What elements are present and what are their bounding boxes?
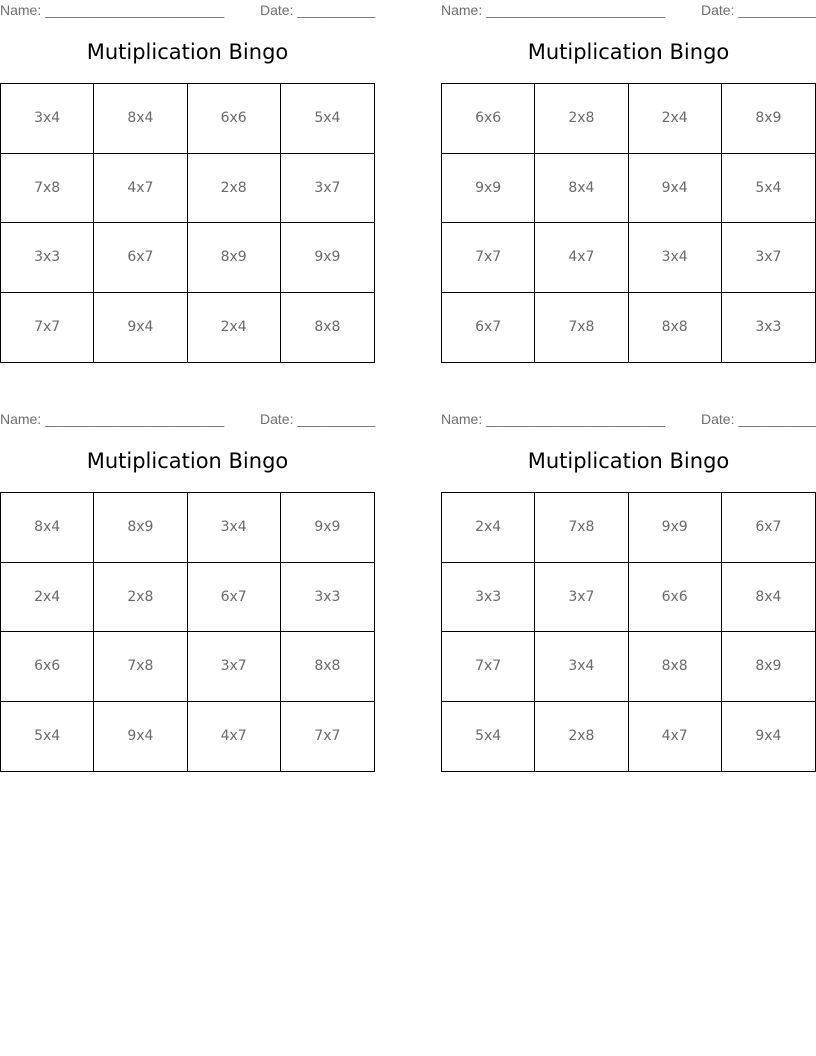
bingo-cell[interactable]: 9x4 <box>94 293 187 363</box>
bingo-cell[interactable]: 6x7 <box>442 293 535 363</box>
bingo-card-3 <box>0 409 376 745</box>
bingo-grid <box>441 83 816 363</box>
bingo-cell[interactable]: 3x3 <box>755 319 782 336</box>
bingo-cell[interactable]: 6x7 <box>188 563 281 633</box>
bingo-cell[interactable]: 4x7 <box>94 154 187 224</box>
bingo-card-2 <box>441 0 816 336</box>
name-date-row <box>441 0 816 22</box>
bingo-cell[interactable]: 7x8 <box>94 632 187 702</box>
bingo-cell[interactable]: 7x8 <box>535 493 628 563</box>
bingo-cell[interactable]: 2x4 <box>188 293 281 363</box>
bingo-cell[interactable]: 9x4 <box>755 728 782 745</box>
bingo-cell[interactable]: 4x7 <box>629 702 722 772</box>
bingo-cell[interactable]: 7x7 <box>1 293 94 363</box>
bingo-cell[interactable]: 3x7 <box>535 563 628 633</box>
bingo-cell[interactable]: 7x8 <box>1 154 94 224</box>
bingo-cell[interactable]: 3x4 <box>1 84 94 154</box>
bingo-cell[interactable]: 8x8 <box>281 632 374 702</box>
name-date-row <box>0 0 375 22</box>
bingo-cell[interactable]: 8x4 <box>535 154 628 224</box>
bingo-cell[interactable]: 5x4 <box>722 154 815 224</box>
date-field[interactable]: Date: __________ <box>701 411 816 427</box>
bingo-cell[interactable]: 3x7 <box>188 632 281 702</box>
bingo-cell[interactable]: 9x4 <box>94 702 187 772</box>
date-field[interactable]: Date: __________ <box>701 2 816 18</box>
bingo-cell[interactable]: 8x8 <box>629 293 722 363</box>
bingo-cell[interactable]: 8x4 <box>1 493 94 563</box>
bingo-cell[interactable]: 7x7 <box>442 223 535 293</box>
name-date-row <box>0 409 375 431</box>
bingo-cell[interactable]: 6x6 <box>188 84 281 154</box>
bingo-cell[interactable]: 6x6 <box>629 563 722 633</box>
bingo-cell[interactable]: 8x8 <box>314 319 341 336</box>
bingo-cell[interactable]: 8x9 <box>722 632 815 702</box>
bingo-cell[interactable]: 6x7 <box>722 493 815 563</box>
bingo-cell[interactable]: 8x4 <box>722 563 815 633</box>
date-field[interactable]: Date: __________ <box>260 2 376 18</box>
bingo-cell[interactable]: 3x7 <box>281 154 374 224</box>
bingo-cell[interactable]: 3x3 <box>442 563 535 633</box>
name-date-row <box>441 409 816 431</box>
bingo-cell[interactable]: 4x7 <box>188 702 281 772</box>
bingo-cell[interactable]: 8x9 <box>94 493 187 563</box>
bingo-cell[interactable]: 2x4 <box>629 84 722 154</box>
bingo-cell[interactable]: 7x7 <box>442 632 535 702</box>
bingo-grid <box>441 492 816 772</box>
bingo-cell[interactable]: 3x4 <box>629 223 722 293</box>
date-field[interactable]: Date: __________ <box>260 411 376 427</box>
bingo-cell[interactable]: 9x9 <box>281 493 374 563</box>
bingo-cell[interactable]: 8x9 <box>722 84 815 154</box>
bingo-cell[interactable]: 7x7 <box>314 728 341 745</box>
card-title: Mutiplication Bingo <box>527 449 730 473</box>
bingo-cell[interactable]: 2x8 <box>535 84 628 154</box>
name-field[interactable]: Name: _______________________ <box>0 2 225 18</box>
bingo-cell[interactable]: 9x9 <box>442 154 535 224</box>
card-title: Mutiplication Bingo <box>86 449 289 473</box>
bingo-grid <box>0 83 375 363</box>
bingo-cell[interactable]: 6x6 <box>1 632 94 702</box>
bingo-cell[interactable]: 2x8 <box>535 702 628 772</box>
card-title: Mutiplication Bingo <box>86 40 289 64</box>
bingo-cell[interactable]: 3x4 <box>535 632 628 702</box>
bingo-grid <box>0 492 375 772</box>
name-field[interactable]: Name: _______________________ <box>441 2 666 18</box>
bingo-cell[interactable]: 9x9 <box>629 493 722 563</box>
card-title: Mutiplication Bingo <box>527 40 730 64</box>
bingo-cell[interactable]: 6x7 <box>94 223 187 293</box>
bingo-cell[interactable]: 5x4 <box>442 702 535 772</box>
bingo-cell[interactable]: 8x9 <box>188 223 281 293</box>
bingo-cell[interactable]: 2x4 <box>1 563 94 633</box>
name-field[interactable]: Name: _______________________ <box>0 411 225 427</box>
bingo-cell[interactable]: 5x4 <box>281 84 374 154</box>
bingo-cell[interactable]: 3x3 <box>1 223 94 293</box>
bingo-cell[interactable]: 7x8 <box>535 293 628 363</box>
bingo-cell[interactable]: 4x7 <box>535 223 628 293</box>
bingo-cell[interactable]: 5x4 <box>1 702 94 772</box>
bingo-cell[interactable]: 3x3 <box>281 563 374 633</box>
bingo-cell[interactable]: 9x4 <box>629 154 722 224</box>
bingo-cell[interactable]: 2x4 <box>442 493 535 563</box>
bingo-card-4 <box>441 409 816 745</box>
bingo-cell[interactable]: 8x4 <box>94 84 187 154</box>
bingo-cell[interactable]: 2x8 <box>188 154 281 224</box>
name-field[interactable]: Name: _______________________ <box>441 411 666 427</box>
bingo-cell[interactable]: 3x7 <box>722 223 815 293</box>
bingo-cell[interactable]: 8x8 <box>629 632 722 702</box>
bingo-cell[interactable]: 2x8 <box>94 563 187 633</box>
bingo-cell[interactable]: 6x6 <box>442 84 535 154</box>
bingo-cell[interactable]: 3x4 <box>188 493 281 563</box>
bingo-cell[interactable]: 9x9 <box>281 223 374 293</box>
bingo-card-1 <box>0 0 376 336</box>
